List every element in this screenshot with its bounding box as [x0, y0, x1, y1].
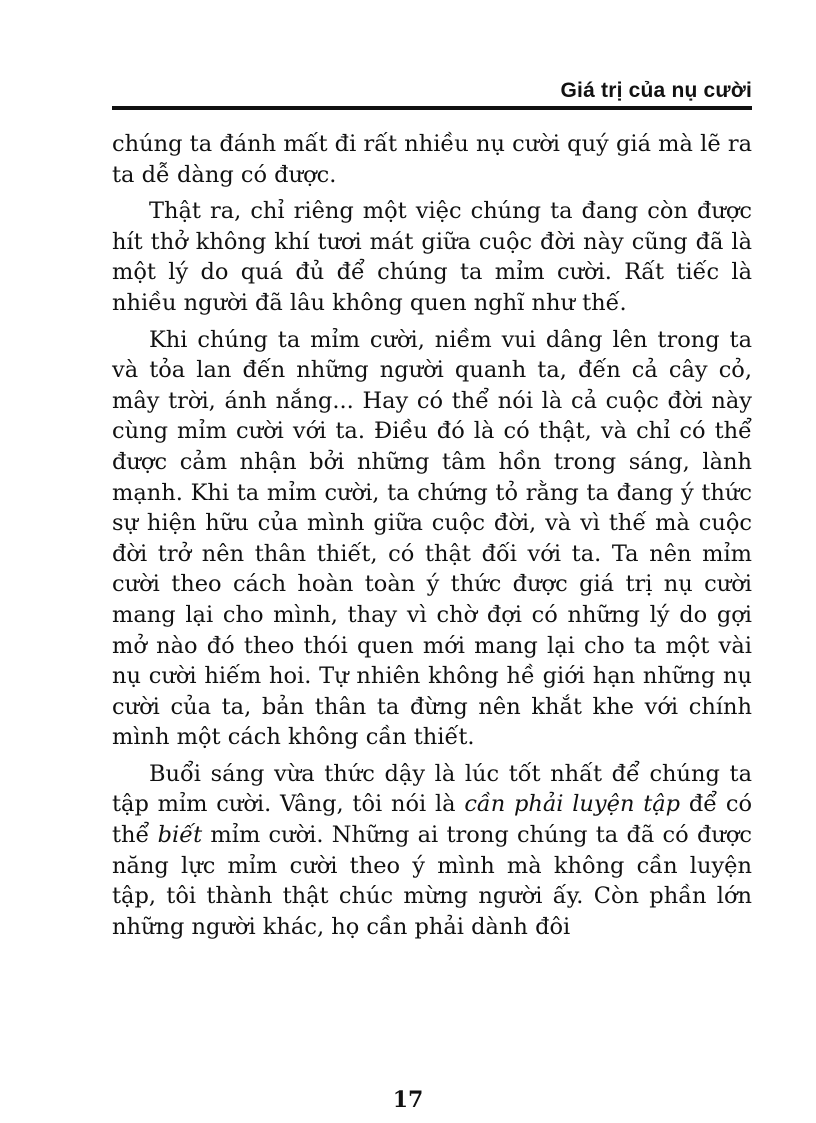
body-text: [112, 129, 752, 948]
italic-phrase: cần phải luyện tập: [464, 791, 681, 818]
paragraph: Khi chúng ta mỉm cười, niềm vui dâng lên trong ta và tỏa lan đến những người quanh ta, đến cả cây cỏ, mây trời, ánh nắng... Hay có thể nói là cả cuộc đời này cùng mỉm cười với ta. Điều đó là có thật, và chỉ có thể được cảm nhận bởi những tâm hồn trong sáng, lành mạnh. Khi ta mỉm cười, ta chứng tỏ rằng ta đang ý thức sự hiện hữu của mình giữa cuộc đời, và vì thế mà cuộc đời trở nên thân thiết, có thật đối với ta. Ta nên mỉm cười theo cách hoàn toàn ý thức được giá trị nụ cười mang lại cho mình, thay vì chờ đợi có những lý do gợi mở nào đó theo thói quen mới mang lại cho ta một vài nụ cười hiếm hoi. Tự nhiên không hề giới hạn những nụ cười của ta, bản thân ta đừng nên khắt khe với chính mình một cách không cần thiết.: [112, 326, 752, 751]
running-title: Giá trị của nụ cười: [560, 79, 752, 102]
italic-phrase: biết: [157, 822, 203, 849]
paragraph-text: để có thể: [112, 791, 752, 849]
paragraph: [112, 759, 752, 943]
paragraph-text: Buổi sáng vừa thức dậy là lúc tốt nhất để chúng ta tập mỉm cười. Vâng, tôi nói là: [112, 760, 752, 818]
paragraph: Thật ra, chỉ riêng một việc chúng ta đang còn được hít thở không khí tươi mát giữa cuộc đời này cũng đã là một lý do quá đủ để chúng ta mỉm cười. Rất tiếc là nhiều người đã lâu không quen nghĩ như thế.: [112, 198, 752, 316]
paragraph-text: mỉm cười. Những ai trong chúng ta đã có được năng lực mỉm cười theo ý mình mà không cần luyện tập, tôi thành thật chúc mừng người ấy. Còn phần lớn những người khác, họ cần phải dành đôi: [112, 822, 753, 940]
running-header: [112, 76, 752, 110]
page-number: 17: [392, 1087, 424, 1113]
paragraph-continuation: chúng ta đánh mất đi rất nhiều nụ cười quý giá mà lẽ ra ta dễ dàng có được.: [112, 131, 752, 188]
